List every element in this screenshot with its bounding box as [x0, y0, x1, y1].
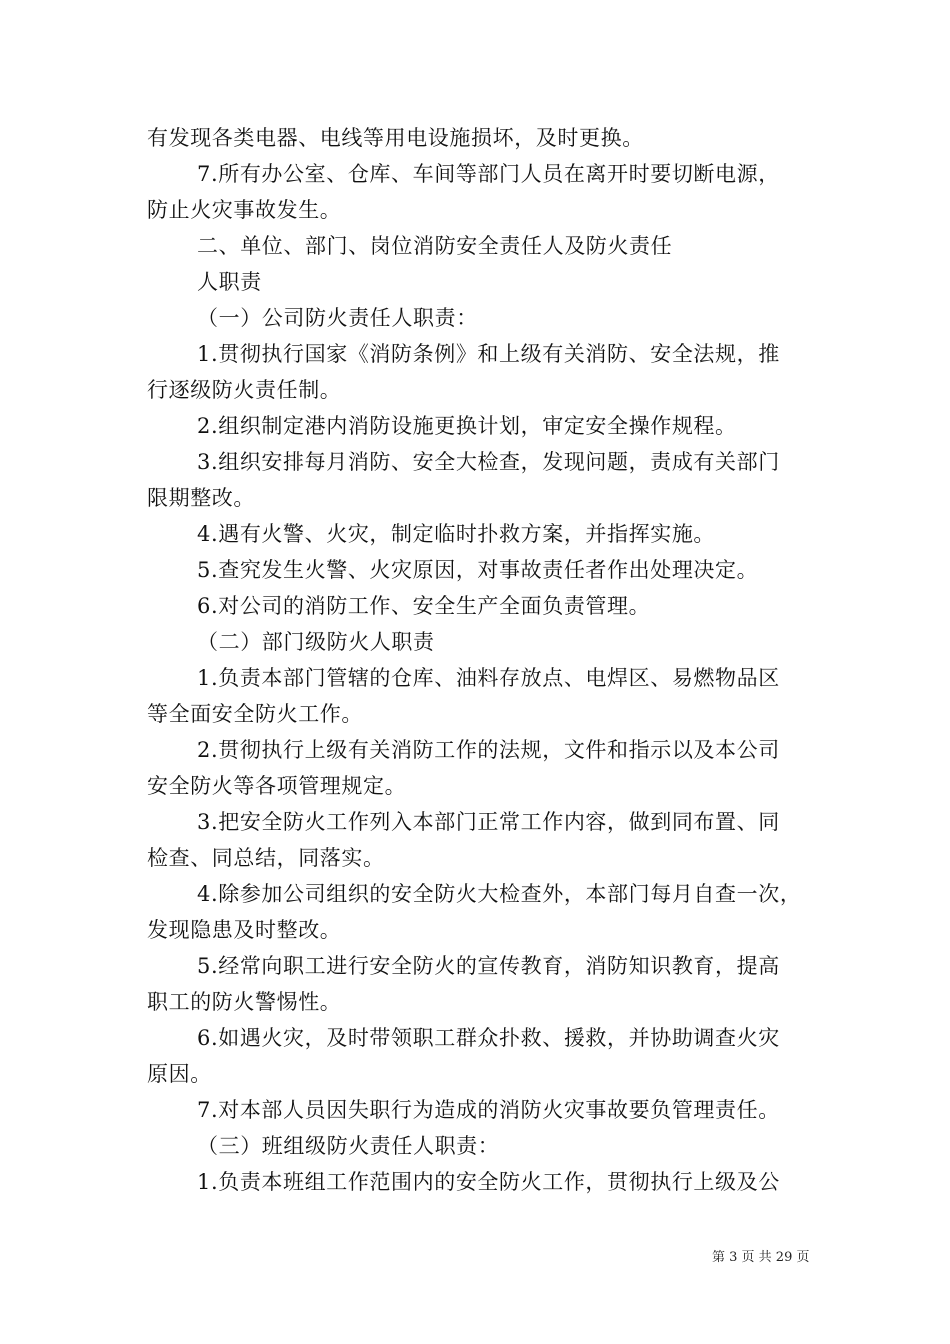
subsection-heading: （二）部门级防火人职责: [197, 630, 435, 654]
body-text-line: 发现隐患及时整改。: [147, 918, 342, 942]
body-text-line: 原因。: [147, 1062, 212, 1086]
section-heading: 人职责: [197, 270, 262, 294]
list-item: 6.对公司的消防工作、安全生产全面负责管理。: [197, 594, 651, 618]
list-item: 5.经常向职工进行安全防火的宣传教育，消防知识教育，提高: [197, 954, 780, 978]
list-item: 1.负责本班组工作范围内的安全防火工作，贯彻执行上级及公: [197, 1170, 780, 1194]
list-item: 1.贯彻执行国家《消防条例》和上级有关消防、安全法规，推: [197, 342, 780, 366]
body-text-line: 限期整改。: [147, 486, 255, 510]
list-item: 2.贯彻执行上级有关消防工作的法规，文件和指示以及本公司: [197, 738, 780, 762]
subsection-heading: （一）公司防火责任人职责：: [197, 306, 478, 330]
list-item: 4.除参加公司组织的安全防火大检查外，本部门每月自查一次，: [197, 882, 802, 906]
list-item: 3.组织安排每月消防、安全大检查，发现问题，责成有关部门: [197, 450, 780, 474]
body-text-line: 有发现各类电器、电线等用电设施损坏，及时更换。: [147, 126, 644, 150]
list-item: 2.组织制定港内消防设施更换计划，审定安全操作规程。: [197, 414, 737, 438]
body-text-line: 等全面安全防火工作。: [147, 702, 363, 726]
list-item: 6.如遇火灾，及时带领职工群众扑救、援救，并协助调查火灾: [197, 1026, 780, 1050]
list-item: 7.所有办公室、仓库、车间等部门人员在离开时要切断电源，: [197, 162, 780, 186]
list-item: 5.查究发生火警、火灾原因，对事故责任者作出处理决定。: [197, 558, 759, 582]
page-number-footer: 第 3 页 共 29 页: [712, 1250, 810, 1265]
list-item: 7.对本部人员因失职行为造成的消防火灾事故要负管理责任。: [197, 1098, 780, 1122]
body-text-line: 防止火灾事故发生。: [147, 198, 342, 222]
body-text-line: 行逐级防火责任制。: [147, 378, 342, 402]
body-text-line: 职工的防火警惕性。: [147, 990, 342, 1014]
section-heading: 二、单位、部门、岗位消防安全责任人及防火责任: [197, 234, 673, 258]
body-text-line: 安全防火等各项管理规定。: [147, 774, 407, 798]
list-item: 1.负责本部门管辖的仓库、油料存放点、电焊区、易燃物品区: [197, 666, 780, 690]
subsection-heading: （三）班组级防火责任人职责：: [197, 1134, 500, 1158]
body-text-line: 检查、同总结，同落实。: [147, 846, 385, 870]
list-item: 3.把安全防火工作列入本部门正常工作内容，做到同布置、同: [197, 810, 780, 834]
list-item: 4.遇有火警、火灾，制定临时扑救方案，并指挥实施。: [197, 522, 716, 546]
